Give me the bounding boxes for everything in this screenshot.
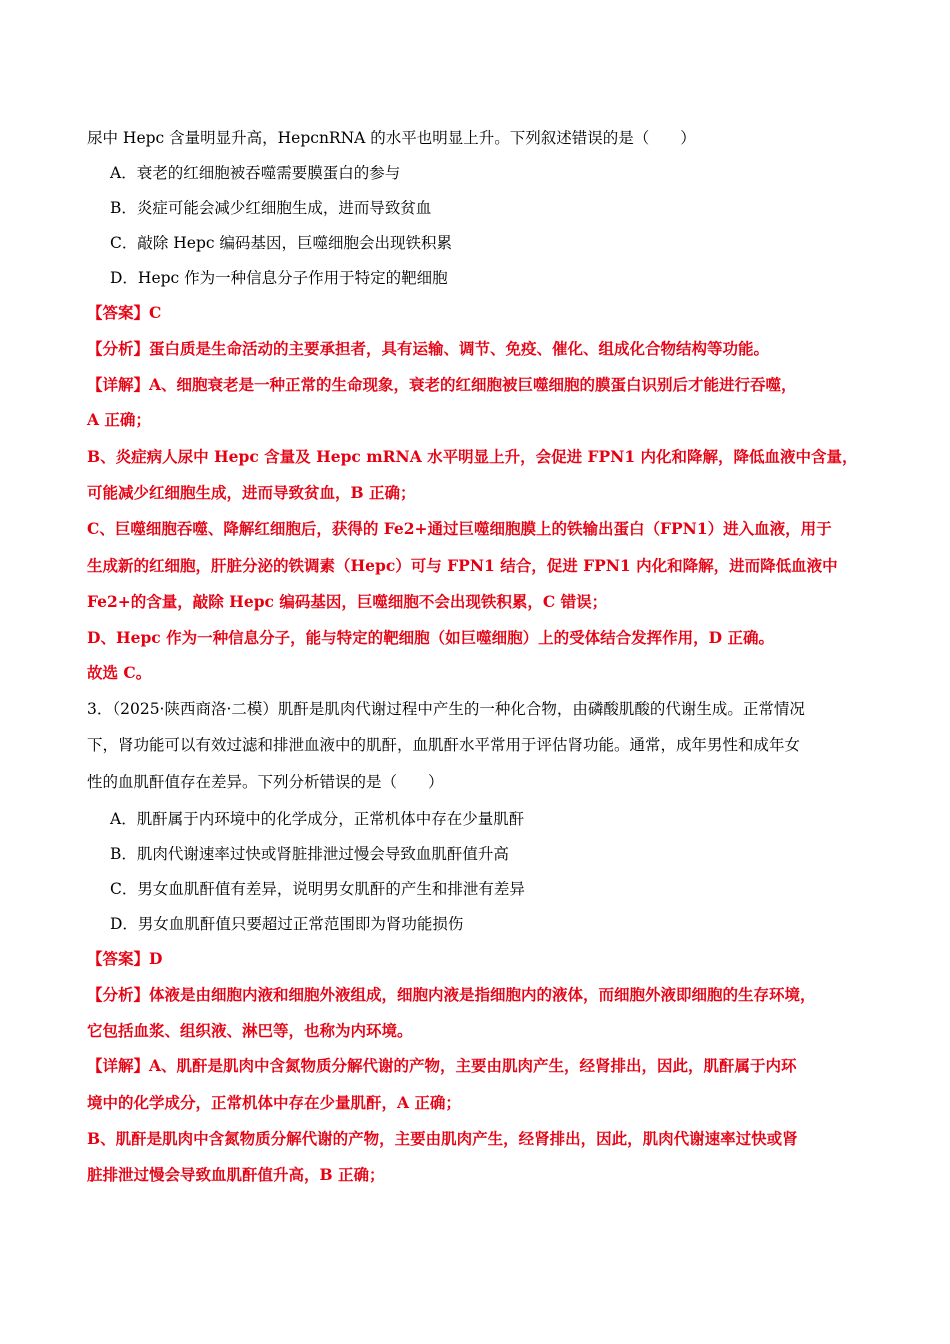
question-2-detail-line: Fe2+的含量，敲除 Hepc 编码基因，巨噬细胞不会出现铁积累，C 错误； <box>87 592 608 611</box>
question-2-detail-line: 生成新的红细胞，肝脏分泌的铁调素（Hepc）可与 FPN1 结合，促进 FPN1 内化和降解，进而降低血液中 <box>87 556 838 575</box>
question-3-detail-line: 境中的化学成分，正常机体中存在少量肌酐，A 正确； <box>87 1093 461 1112</box>
question-2-detail-line: C、巨噬细胞吞噬、降解红细胞后，获得的 Fe2+通过巨噬细胞膜上的铁输出蛋白（FPN1）进入血液，用于 <box>87 519 832 538</box>
question-2-option-c: C．敲除 Hepc 编码基因，巨噬细胞会出现铁积累 <box>110 234 453 252</box>
question-3-stem-line: 下，肾功能可以有效过滤和排泄血液中的肌酐，血肌酐水平常用于评估肾功能。通常，成年男性和成年女 <box>87 736 801 754</box>
question-2-option-d: D．Hepc 作为一种信息分子作用于特定的靶细胞 <box>110 269 448 287</box>
question-3-detail-line: 脏排泄过慢会导致血肌酐值升高，B 正确； <box>87 1165 385 1184</box>
question-2-detail-line: B、炎症病人尿中 Hepc 含量及 Hepc mRNA 水平明显上升，会促进 FPN1 内化和降解，降低血液中含量， <box>87 447 858 466</box>
question-3-detail-line: 【详解】A、肌酐是肌肉中含氮物质分解代谢的产物，主要由肌肉产生，经肾排出，因此，肌酐属于内环 <box>87 1056 797 1075</box>
question-2-conclusion: 故选 C。 <box>87 663 152 682</box>
question-3-option-a: A．肌酐属于内环境中的化学成分，正常机体中存在少量肌酐 <box>110 810 525 828</box>
question-3-stem-line: 3．（2025·陕西商洛·二模）肌酐是肌肉代谢过程中产生的一种化合物，由磷酸肌酸的代谢生成。正常情况 <box>87 700 805 718</box>
question-2-analysis: 【分析】蛋白质是生命活动的主要承担者，具有运输、调节、免疫、催化、组成化合物结构等功能。 <box>87 339 770 358</box>
question-3-option-b: B．肌肉代谢速率过快或肾脏排泄过慢会导致血肌酐值升高 <box>110 845 509 863</box>
question-2-detail-line: 【详解】A、细胞衰老是一种正常的生命现象，衰老的红细胞被巨噬细胞的膜蛋白识别后才能进行吞噬， <box>87 375 797 394</box>
question-3-analysis-line: 它包括血浆、组织液、淋巴等，也称为内环境。 <box>87 1021 413 1040</box>
question-2-detail-line: 可能减少红细胞生成，进而导致贫血，B 正确； <box>87 483 416 502</box>
question-3-option-c: C．男女血肌酐值有差异，说明男女肌酐的产生和排泄有差异 <box>110 880 525 898</box>
question-2-option-b: B．炎症可能会减少红细胞生成，进而导致贫血 <box>110 199 432 217</box>
question-3-answer: 【答案】D <box>87 949 163 968</box>
question-2-detail-line: A 正确； <box>87 410 151 429</box>
question-3-detail-line: B、肌酐是肌肉中含氮物质分解代谢的产物，主要由肌肉产生，经肾排出，因此，肌肉代谢速率过快或肾 <box>87 1129 798 1148</box>
question-2-stem: 尿中 Hepc 含量明显升高，HepcnRNA 的水平也明显上升。下列叙述错误的是（ ） <box>87 129 696 147</box>
question-2-answer: 【答案】C <box>87 303 162 322</box>
question-2-option-a: A．衰老的红细胞被吞噬需要膜蛋白的参与 <box>110 164 401 182</box>
question-2-detail-line: D、Hepc 作为一种信息分子，能与特定的靶细胞（如巨噬细胞）上的受体结合发挥作用，D 正确。 <box>87 628 774 647</box>
question-3-analysis-line: 【分析】体液是由细胞内液和细胞外液组成，细胞内液是指细胞内的液体，而细胞外液即细胞的生存环境， <box>87 985 816 1004</box>
question-3-option-d: D．男女血肌酐值只要超过正常范围即为肾功能损伤 <box>110 915 464 933</box>
question-3-stem-line: 性的血肌酐值存在差异。下列分析错误的是（ ） <box>87 773 444 791</box>
